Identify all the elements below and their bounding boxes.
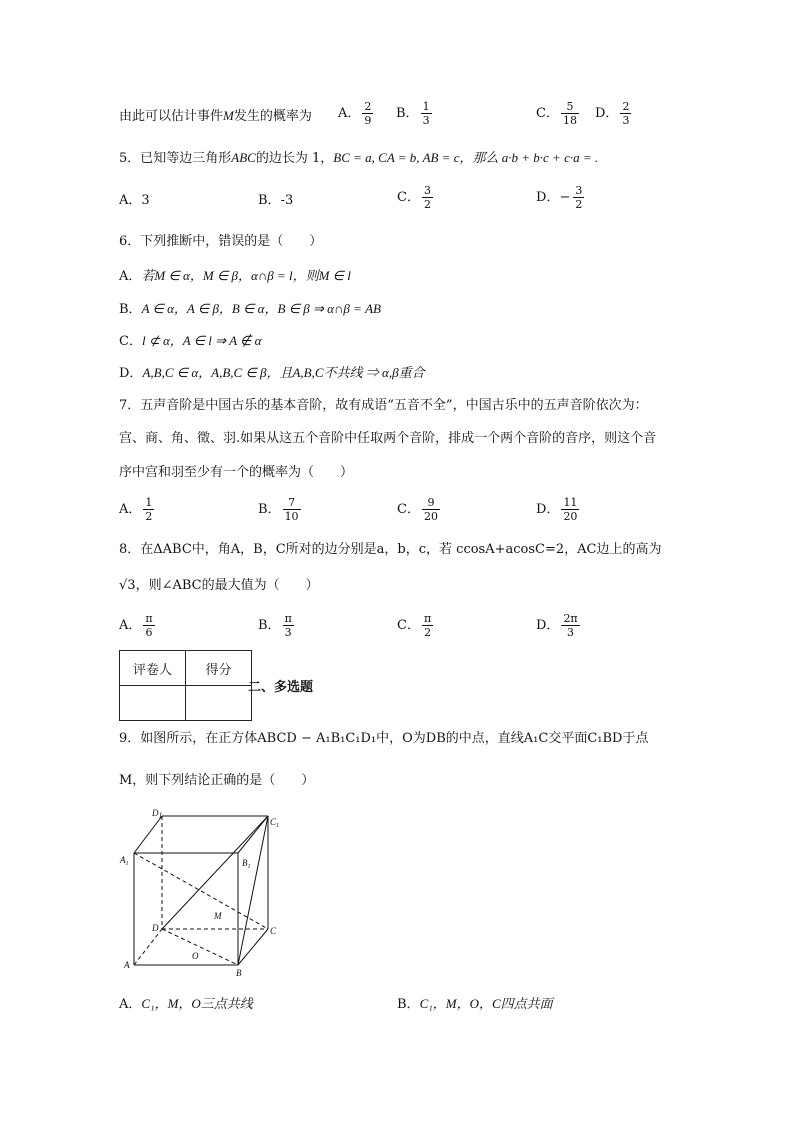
- option-text: A ∈ α，A ∈ β，B ∈ α，B ∈ β ⇒ α∩β = AB: [141, 301, 381, 316]
- option-letter: C．: [397, 190, 420, 205]
- section-heading: 二、多选题: [248, 680, 314, 695]
- denominator: 3: [422, 114, 430, 127]
- q8-ask: ，则∠ABC的最大值为（ ）: [135, 578, 319, 593]
- label-o: O: [192, 951, 199, 961]
- option-text: C₁，M，O，C四点共面: [419, 996, 553, 1011]
- denominator: 3: [284, 626, 292, 639]
- option-letter: B．: [396, 106, 419, 121]
- score-cell: [186, 686, 252, 721]
- option-value: 3: [141, 193, 150, 208]
- q9-line-1: 9．如图所示，在正方体ABCD − A₁B₁C₁D₁中，O为DB的中点，直线A₁C交平面C₁BD于点: [119, 731, 649, 746]
- option-text: 若M ∈ α，M ∈ β，α∩β = l，则M ∈ l: [141, 268, 351, 283]
- denominator: 2: [145, 510, 153, 523]
- option-value: -3: [280, 193, 294, 208]
- option-letter: A．: [119, 997, 142, 1012]
- q8-line-2: [119, 577, 319, 595]
- q6-option-b: [119, 300, 381, 319]
- label-d: D: [152, 923, 159, 933]
- q7-option-b: [258, 496, 303, 523]
- q4-tail-line: [119, 107, 312, 126]
- option-letter: B．: [119, 302, 142, 317]
- sqrt-three: √3: [119, 578, 136, 593]
- q8-option-a: [119, 612, 157, 639]
- denominator: 2: [424, 626, 432, 639]
- q9-option-b: [397, 995, 553, 1014]
- denominator: 20: [563, 510, 578, 523]
- fraction: [362, 100, 373, 127]
- fraction: [143, 612, 154, 639]
- numerator: 2: [622, 100, 630, 113]
- q4-lead-text: 由此可以估计事件: [119, 109, 224, 124]
- q9-option-a: [119, 995, 253, 1014]
- fraction: [422, 612, 433, 639]
- option-text: C₁，M，O三点共线: [141, 996, 253, 1011]
- denominator: 2: [423, 198, 431, 211]
- q7-option-a: [119, 496, 156, 523]
- numerator: 1: [422, 100, 430, 113]
- q5-option-b: [258, 192, 293, 210]
- fraction: [283, 612, 294, 639]
- fraction: [561, 612, 579, 639]
- q5-option-d: [536, 184, 586, 211]
- minus-sign: −: [559, 189, 571, 205]
- fraction: [422, 496, 440, 523]
- option-letter: D．: [536, 190, 560, 205]
- option-letter: C．: [397, 618, 420, 633]
- denominator: 3: [622, 114, 630, 127]
- q8-option-c: [397, 612, 435, 639]
- option-letter: C．: [536, 106, 559, 121]
- numerator: 3: [575, 184, 583, 197]
- q5-text: 已知等边三角形: [140, 151, 232, 166]
- numerator: π: [423, 612, 432, 625]
- option-letter: D．: [119, 366, 143, 381]
- event-symbol: M: [223, 108, 234, 123]
- option-letter: D．: [595, 106, 619, 121]
- vector-definitions: BC = a, CA = b, AB = c: [333, 150, 460, 165]
- option-text: A,B,C ∈ α，A,B,C ∈ β，且A,B,C不共线 ⇒ α,β重合: [142, 365, 425, 380]
- option-text: l ⊄ α，A ∈ l ⇒ A ∉ α: [141, 333, 262, 348]
- option-letter: B．: [258, 618, 281, 633]
- hidden-diag-db: [162, 929, 238, 965]
- q5-stem: [119, 149, 598, 168]
- q4-option-d: [595, 100, 633, 127]
- q7-line-3: 序中宫和羽至少有一个的概率为（ ）: [119, 465, 354, 480]
- q4-option-b: [396, 100, 434, 127]
- fraction: [421, 100, 432, 127]
- fraction: [620, 100, 631, 127]
- q8-line-1: 8．在ΔABC中，角A，B，C所对的边分别是a，b，c，若 ccosA+acosC=2，AC边上的高为: [119, 542, 662, 557]
- label-d1: D1: [152, 808, 163, 820]
- option-letter: B．: [258, 502, 281, 517]
- denominator: 10: [284, 510, 299, 523]
- label-b: B: [236, 968, 242, 978]
- q8-option-d: [536, 612, 582, 639]
- numerator: 2: [364, 100, 372, 113]
- numerator: π: [284, 612, 292, 625]
- numerator: 2π: [563, 612, 578, 625]
- q6-option-d: [119, 364, 425, 383]
- option-letter: A．: [338, 106, 361, 121]
- q8-option-b: [258, 612, 296, 639]
- denominator: 6: [145, 626, 153, 639]
- edge-b1c1: [238, 816, 268, 853]
- grader-cell: [120, 686, 186, 721]
- hidden-edge-ad: [134, 929, 162, 965]
- numerator: 3: [423, 184, 431, 197]
- q5-option-c: [397, 184, 435, 211]
- q7-option-c: [397, 496, 442, 523]
- q7-option-d: [536, 496, 581, 523]
- cube-figure: [118, 808, 288, 980]
- q5-option-a: [119, 192, 150, 210]
- q6-option-c: [119, 332, 261, 351]
- option-letter: B．: [258, 193, 281, 208]
- numerator: 5: [561, 100, 579, 114]
- denominator: 18: [562, 114, 577, 127]
- fraction: [143, 496, 154, 523]
- numerator: 7: [283, 496, 301, 510]
- denominator: 3: [567, 626, 575, 639]
- label-a: A: [124, 960, 130, 970]
- fraction: [573, 184, 584, 211]
- fraction: [561, 100, 579, 127]
- fraction: [283, 496, 301, 523]
- option-letter: A．: [119, 193, 142, 208]
- grading-table: [119, 650, 252, 721]
- q6-option-a: [119, 267, 351, 286]
- q4-option-c: [536, 100, 581, 127]
- numerator: 9: [422, 496, 440, 510]
- q5-ask: ，那么 a·b + b·c + c·a = .: [459, 150, 599, 165]
- edge-bc: [238, 929, 268, 965]
- option-letter: D．: [536, 502, 560, 517]
- label-a1: $A_1$: [120, 855, 129, 867]
- option-letter: A．: [119, 618, 142, 633]
- score-header: 得分: [186, 651, 252, 686]
- option-letter: A．: [119, 502, 142, 517]
- triangle-name: ABC: [231, 150, 256, 165]
- edge-a1d1: [134, 816, 162, 853]
- option-letter: D．: [536, 618, 560, 633]
- fraction: [561, 496, 579, 523]
- option-letter: C．: [119, 334, 142, 349]
- numerator: π: [145, 612, 153, 625]
- label-b1: $B_1$: [242, 858, 251, 870]
- label-m: M: [214, 911, 222, 921]
- denominator: 20: [423, 510, 438, 523]
- q4-option-a: [338, 100, 375, 127]
- option-letter: A．: [119, 269, 142, 284]
- q9-line-2: M，则下列结论正确的是（ ）: [119, 773, 315, 788]
- fraction: [422, 184, 433, 211]
- q5-side-text: 的边长为 1，: [255, 151, 334, 166]
- question-number: 5．: [119, 151, 141, 166]
- grader-header: 评卷人: [120, 651, 186, 686]
- denominator: 2: [575, 198, 583, 211]
- label-c1: $C_1$: [270, 817, 280, 829]
- diag-c1b: [238, 816, 268, 965]
- numerator: 11: [563, 496, 578, 509]
- q6-stem: 6．下列推断中，错误的是（ ）: [119, 234, 323, 249]
- label-c: C: [270, 926, 277, 936]
- q7-line-2: 宫、商、角、徵、羽.如果从这五个音阶中任取两个音阶，排成一个两个音阶的音序，则这个音: [119, 431, 657, 446]
- numerator: 1: [145, 496, 153, 509]
- q7-line-1: 7．五声音阶是中国古乐的基本音阶，故有成语“五音不全”，中国古乐中的五声音阶依次为：: [119, 398, 648, 413]
- option-letter: C．: [397, 502, 420, 517]
- q4-tail-text: 发生的概率为: [233, 109, 312, 124]
- denominator: 9: [364, 114, 372, 127]
- option-letter: B．: [397, 997, 420, 1012]
